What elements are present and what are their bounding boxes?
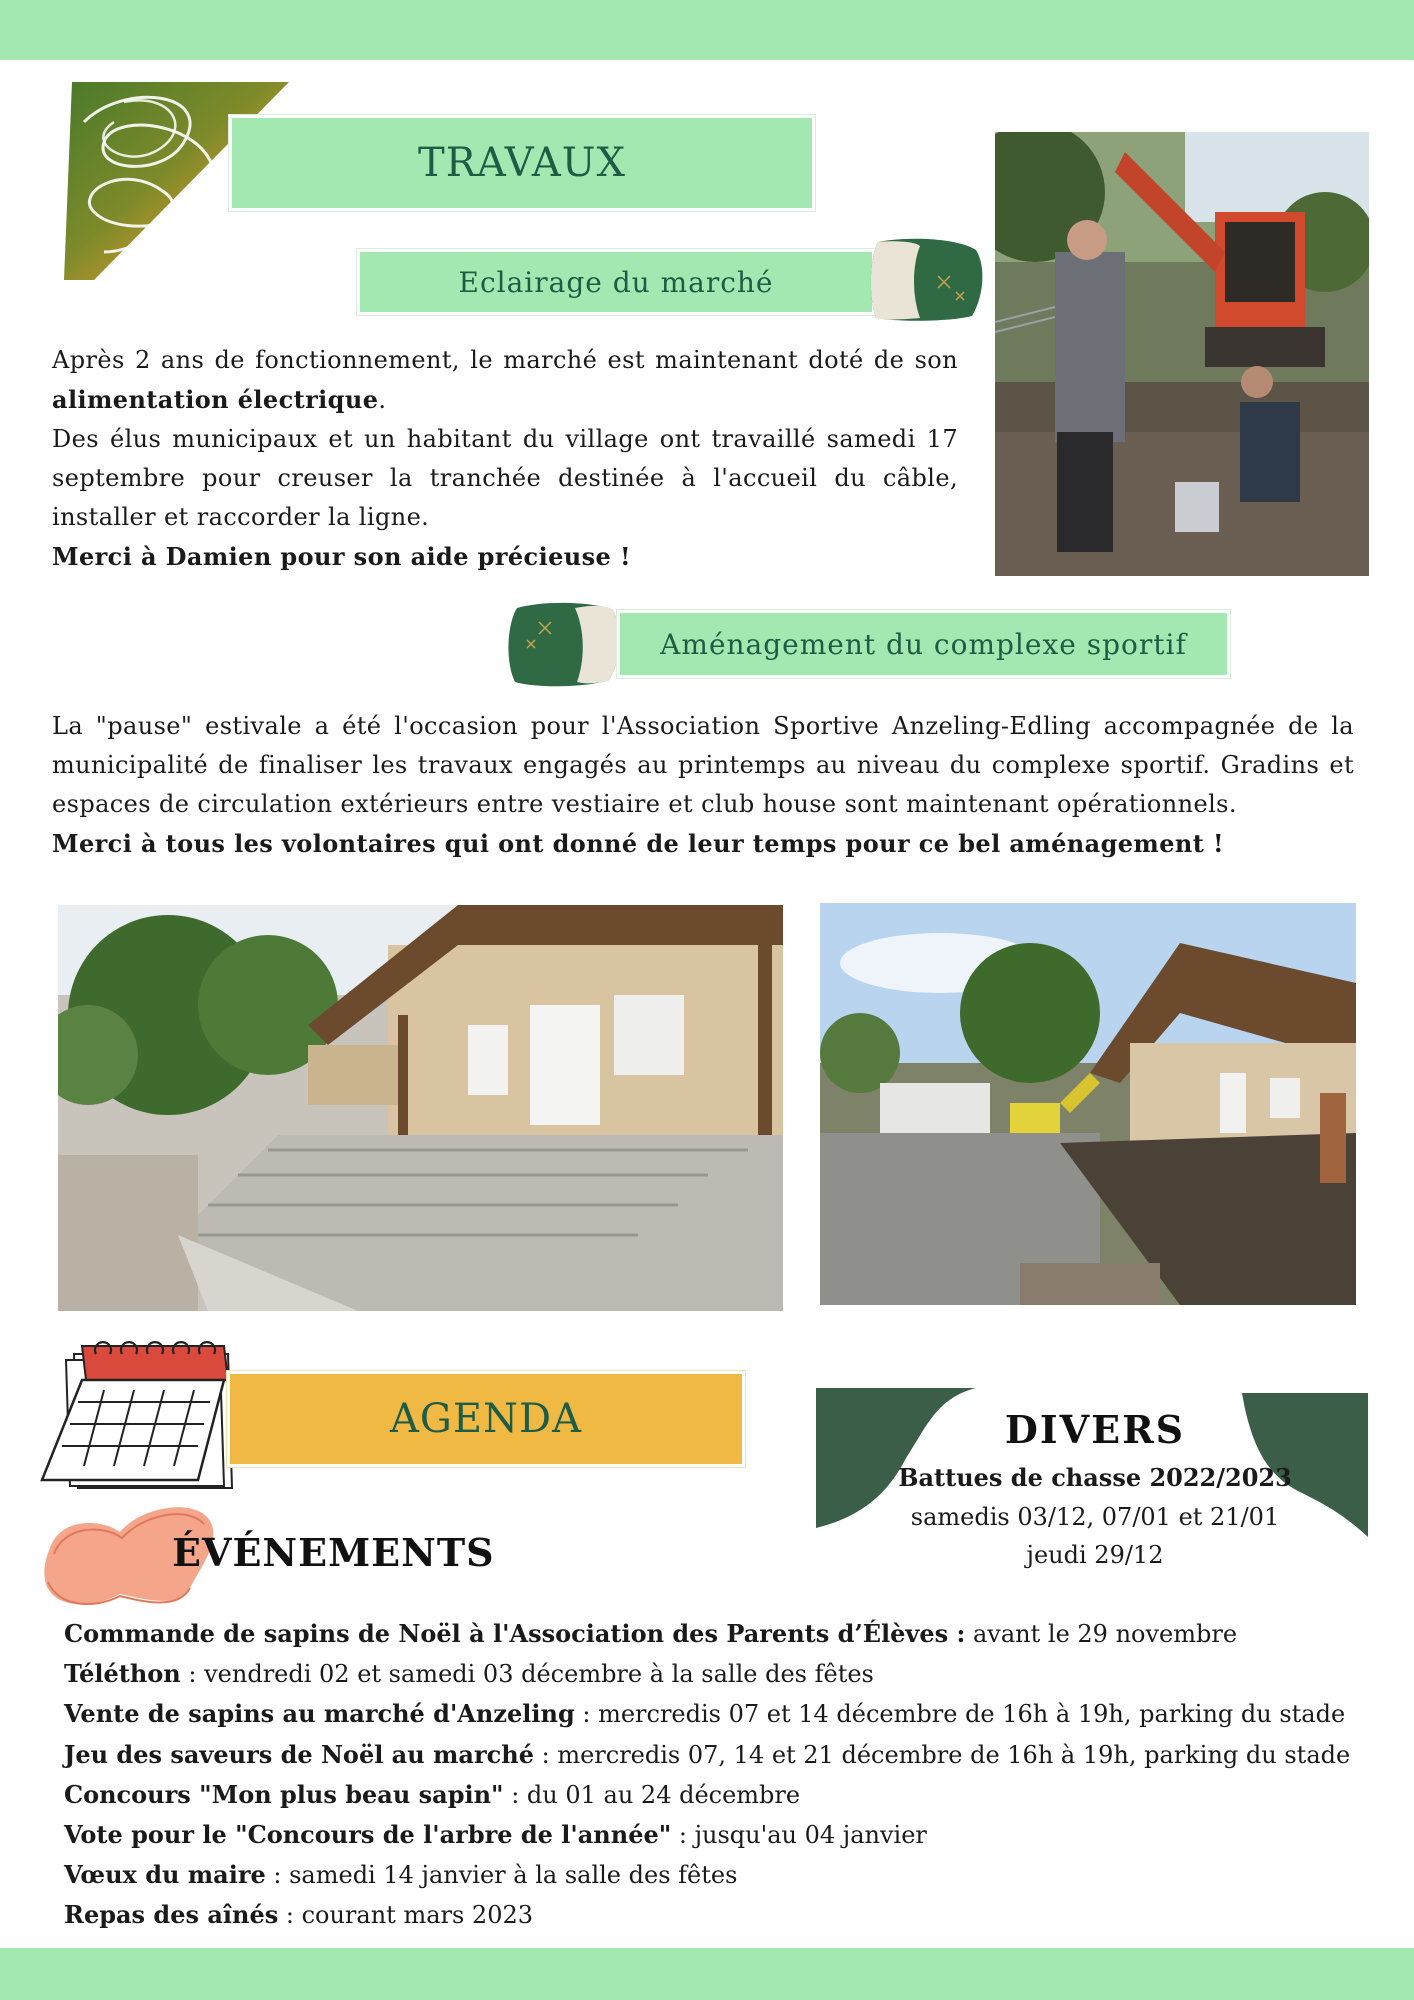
agenda-item [64,1614,1394,1654]
eclairage-paragraph [52,341,958,577]
agenda-item [64,1855,1394,1895]
stadium-steps-photo [58,905,783,1311]
agenda-item [64,1735,1394,1775]
agenda-item-label: Repas des aînés [64,1900,279,1930]
evenements-title: ÉVÉNEMENTS [172,1530,495,1575]
agenda-item [64,1775,1394,1815]
eclairage-heading: Eclairage du marché [458,265,774,299]
eclairage-line1-post: . [378,386,387,414]
agenda-item-detail: : jusqu'au 04 janvier [671,1821,927,1850]
travaux-title-box [232,118,812,208]
agenda-item-label: Vœux du maire [64,1860,266,1890]
divers-block [880,1400,1310,1574]
agenda-item-label: Commande de sapins de Noël à l'Association des Parents d’Élèves : [64,1619,966,1648]
eclairage-line1-pre: Après 2 ans de fonctionnement, le marché est maintenant doté de son [52,346,958,374]
agenda-item-label: Vente de sapins au marché d'Anzeling [64,1699,575,1729]
stadium-works-photo [820,903,1356,1305]
eclairage-line2: Des élus municipaux et un habitant du village ont travaillé samedi 17 septembre pour creuser la tranchée destinée à l'accueil du câble, installer et raccorder la ligne. [52,425,958,531]
eclairage-thanks: Merci à Damien pour son aide précieuse ! [52,542,631,571]
agenda-item-detail: avant le 29 novembre [965,1620,1238,1648]
agenda-item-label: Jeu des saveurs de Noël au marché [64,1739,534,1769]
agenda-item-detail: : vendredi 02 et samedi 03 décembre à la salle des fêtes [180,1660,874,1689]
agenda-title-box [230,1374,742,1464]
bottom-band [0,1948,1414,2000]
complexe-heading-box [620,613,1227,675]
agenda-item [64,1815,1394,1855]
agenda-item [64,1654,1394,1694]
leaf-badge-icon [505,600,623,688]
complexe-heading: Aménagement du complexe sportif [660,627,1187,661]
travaux-title: TRAVAUX [418,140,626,186]
agenda-item-label: Concours "Mon plus beau sapin" [64,1779,504,1809]
market-excavator-photo [995,132,1369,576]
eclairage-line1-bold: alimentation électrique [52,385,379,414]
agenda-list [64,1614,1394,1936]
divers-line2: jeudi 29/12 [1026,1541,1164,1569]
divers-line1: samedis 03/12, 07/01 et 21/01 [910,1503,1280,1531]
agenda-item-detail: : du 01 au 24 décembre [503,1780,801,1809]
agenda-item-label: Téléthon [64,1659,181,1689]
agenda-item-detail: : samedi 14 janvier à la salle des fêtes [265,1861,738,1890]
agenda-item-detail: : mercredis 07, 14 et 21 décembre de 16h à 19h, parking du stade [533,1740,1351,1769]
agenda-item-detail: : mercredis 07 et 14 décembre de 16h à 19h, parking du stade [574,1700,1346,1729]
top-band [0,0,1414,60]
agenda-item [64,1694,1394,1734]
eclairage-heading-box [360,252,872,312]
complexe-paragraph [52,707,1354,864]
agenda-item [64,1895,1394,1935]
divers-subtitle: Battues de chasse 2022/2023 [898,1463,1292,1492]
calendar-icon [38,1340,238,1490]
complexe-thanks: Merci à tous les volontaires qui ont donné de leur temps pour ce bel aménagement ! [52,829,1224,858]
leaf-badge-icon [868,236,984,322]
agenda-title: AGENDA [390,1396,582,1442]
agenda-item-detail: : courant mars 2023 [278,1901,533,1930]
complexe-text: La "pause" estivale a été l'occasion pour l'Association Sportive Anzeling-Edling accompagnée de la municipalité de finaliser les travaux engagés au printemps au niveau du complexe sportif. Gradins et espaces de circulation extérieurs entre vestiaire et club house sont maintenant opérationnels. [52,712,1354,818]
agenda-item-label: Vote pour le "Concours de l'arbre de l'année" [64,1820,672,1850]
divers-title: DIVERS [1004,1407,1186,1452]
